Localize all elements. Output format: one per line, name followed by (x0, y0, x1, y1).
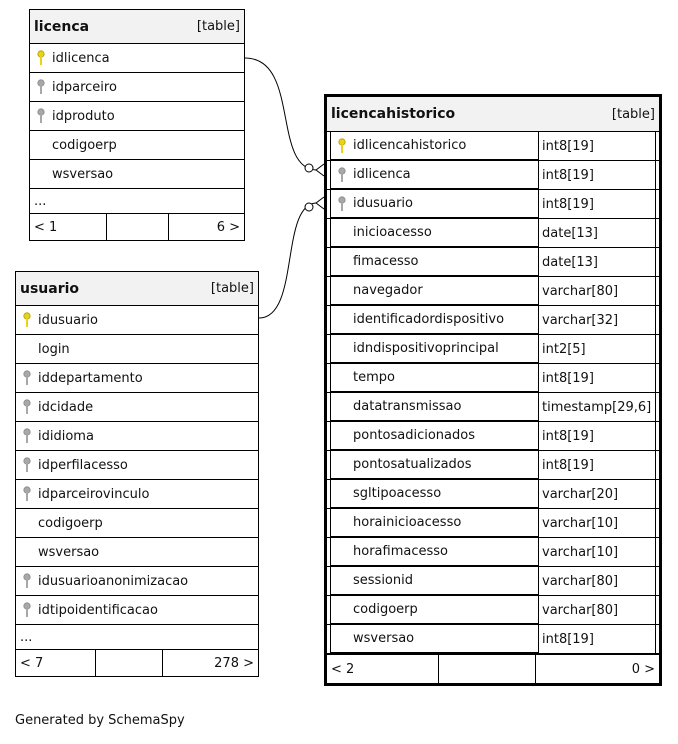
children-count[interactable]: 278 > (214, 655, 254, 671)
column-name-cell (16, 509, 258, 537)
column-row[interactable] (327, 538, 659, 567)
column-name-cell (330, 538, 538, 566)
column-name-cell (30, 160, 244, 188)
column-name: login (38, 341, 70, 357)
column-type: int8[19] (538, 190, 656, 218)
column-name: idproduto (52, 108, 115, 124)
table-header (16, 272, 258, 306)
table-footer (16, 650, 258, 676)
column-name: navegador (353, 283, 423, 298)
column-name-cell (16, 306, 258, 334)
column-name: sessionid (353, 573, 413, 588)
column-type: date[13] (538, 248, 656, 276)
column-name-cell (330, 161, 538, 189)
column-name-cell (16, 451, 258, 479)
column-name-cell (330, 393, 538, 421)
column-name: sgltipoacesso (353, 486, 442, 501)
table-name[interactable]: usuario (20, 280, 80, 297)
column-name: codigoerp (38, 515, 103, 531)
column-row[interactable] (16, 393, 258, 422)
column-row[interactable] (16, 596, 258, 625)
column-name-cell (16, 480, 258, 508)
table-header (327, 97, 659, 132)
column-name: idcidade (38, 399, 94, 415)
column-type: int8[19] (538, 625, 656, 653)
foreign-key-icon (16, 370, 38, 386)
column-row[interactable] (327, 364, 659, 393)
column-row[interactable] (16, 480, 258, 509)
column-row[interactable] (327, 219, 659, 248)
column-row[interactable] (30, 102, 244, 131)
column-name-cell (330, 625, 538, 653)
column-name: codigoerp (353, 602, 418, 617)
column-name-cell (330, 422, 538, 450)
table-licencahistorico[interactable] (324, 94, 662, 686)
column-row[interactable] (30, 44, 244, 73)
parents-count[interactable]: < 1 (30, 214, 107, 240)
column-row[interactable] (327, 393, 659, 422)
column-type: int8[19] (538, 132, 656, 160)
column-row[interactable] (16, 335, 258, 364)
column-type: varchar[80] (538, 277, 656, 305)
column-name-cell (330, 567, 538, 595)
column-name: wsversao (52, 166, 114, 182)
column-type: int2[5] (538, 335, 656, 363)
children-count[interactable]: 6 > (216, 219, 240, 235)
column-name-cell (16, 335, 258, 363)
column-name: idusuarioanonimizacao (38, 573, 189, 589)
column-name-cell (330, 190, 538, 218)
column-name: idtipoidentificacao (38, 602, 158, 618)
table-name[interactable]: licencahistorico (331, 106, 456, 122)
more-columns-ellipsis: ... (16, 625, 258, 650)
column-row[interactable] (327, 335, 659, 364)
column-row[interactable] (327, 248, 659, 277)
foreign-key-icon (30, 108, 52, 124)
column-name: fimacesso (353, 254, 419, 269)
more-columns-ellipsis: ... (30, 189, 244, 214)
edge-optional-marker (305, 203, 313, 211)
column-row[interactable] (16, 538, 258, 567)
column-name-cell (330, 509, 538, 537)
table-type-label: [table] (196, 19, 240, 34)
column-name-cell (30, 44, 244, 72)
column-name: datatransmissao (353, 399, 462, 414)
column-name-cell (330, 364, 538, 392)
column-type: varchar[10] (538, 509, 656, 537)
column-name: idparceirovinculo (38, 486, 150, 502)
column-name-cell (30, 102, 244, 130)
column-name-cell (330, 277, 538, 305)
column-name-cell (330, 248, 538, 276)
column-row[interactable] (30, 73, 244, 102)
column-row[interactable] (16, 451, 258, 480)
column-row[interactable] (327, 625, 659, 654)
column-name: inicioacesso (353, 225, 432, 240)
column-name: idparceiro (52, 79, 117, 95)
footer-spacer (439, 655, 536, 683)
foreign-key-icon (16, 428, 38, 444)
column-name: wsversao (353, 631, 415, 646)
column-row[interactable] (30, 160, 244, 189)
table-type-label: [table] (611, 106, 655, 122)
column-type: int8[19] (538, 364, 656, 392)
foreign-key-icon (16, 399, 38, 415)
column-type: varchar[32] (538, 306, 656, 334)
table-usuario[interactable] (15, 271, 259, 677)
column-name: idusuario (38, 312, 98, 328)
column-name-cell (330, 596, 538, 624)
foreign-key-icon (331, 167, 353, 183)
foreign-key-icon (16, 486, 38, 502)
column-name: idperfilacesso (38, 457, 128, 473)
column-row[interactable] (327, 277, 659, 306)
generated-by-credit: Generated by SchemaSpy (15, 713, 185, 728)
column-name: idlicenca (353, 167, 411, 182)
column-type: varchar[80] (538, 596, 656, 624)
column-type: int8[19] (538, 422, 656, 450)
column-name-cell (16, 422, 258, 450)
column-name-cell (30, 131, 244, 159)
column-name: tempo (353, 370, 395, 385)
column-name: idlicenca (52, 50, 110, 66)
column-row[interactable] (327, 132, 659, 161)
column-row[interactable] (327, 306, 659, 335)
column-row[interactable] (327, 422, 659, 451)
foreign-key-icon (16, 602, 38, 618)
column-type: varchar[80] (538, 567, 656, 595)
table-licenca[interactable] (29, 9, 245, 241)
column-row[interactable] (327, 480, 659, 509)
column-name: pontosadicionados (353, 428, 475, 443)
column-row[interactable] (327, 190, 659, 219)
primary-key-icon (30, 50, 52, 66)
edge-crowsfoot (316, 197, 324, 209)
column-row[interactable] (327, 567, 659, 596)
column-name: horainicioacesso (353, 515, 462, 530)
children-count[interactable]: 0 > (631, 661, 655, 677)
column-name: idusuario (353, 196, 413, 211)
table-name[interactable]: licenca (34, 18, 90, 35)
foreign-key-icon (16, 573, 38, 589)
column-type: timestamp[29,6] (538, 393, 656, 421)
column-row[interactable] (16, 509, 258, 538)
table-footer (327, 654, 659, 683)
column-name-cell (16, 596, 258, 624)
column-name-cell (330, 480, 538, 508)
column-name-cell (16, 393, 258, 421)
footer-spacer (107, 214, 169, 240)
foreign-key-icon (16, 457, 38, 473)
column-name-cell (16, 538, 258, 566)
table-footer (30, 214, 244, 240)
edge-usuario-to-licencahistorico (259, 203, 316, 318)
column-name: idlicencahistorico (353, 138, 467, 153)
column-name-cell (16, 567, 258, 595)
column-row[interactable] (327, 509, 659, 538)
primary-key-icon (331, 138, 353, 154)
column-name: ididioma (38, 428, 94, 444)
parents-count[interactable]: < 2 (327, 655, 439, 683)
column-name-cell (16, 364, 258, 392)
column-type: int8[19] (538, 161, 656, 189)
column-row[interactable] (30, 131, 244, 160)
foreign-key-icon (331, 196, 353, 212)
column-name: pontosatualizados (353, 457, 472, 472)
column-row[interactable] (16, 364, 258, 393)
column-name: horafimacesso (353, 544, 448, 559)
column-row[interactable] (327, 596, 659, 625)
column-name: iddepartamento (38, 370, 143, 386)
column-row[interactable] (327, 451, 659, 480)
column-name-cell (330, 451, 538, 479)
table-type-label: [table] (210, 281, 254, 296)
foreign-key-icon (30, 79, 52, 95)
edge-licenca-to-licencahistorico (245, 58, 316, 170)
edge-crowsfoot (316, 164, 324, 176)
column-name: idndispositivoprincipal (353, 341, 499, 356)
column-name: identificadordispositivo (353, 312, 505, 327)
column-name-cell (330, 219, 538, 247)
edge-optional-marker (305, 164, 313, 172)
footer-spacer (96, 650, 163, 676)
table-header (30, 10, 244, 44)
primary-key-icon (16, 312, 38, 328)
column-name-cell (330, 132, 538, 160)
column-name-cell (30, 73, 244, 101)
column-name-cell (330, 306, 538, 334)
column-name-cell (330, 335, 538, 363)
column-type: varchar[20] (538, 480, 656, 508)
column-row[interactable] (16, 306, 258, 335)
column-type: date[13] (538, 219, 656, 247)
column-name: wsversao (38, 544, 100, 560)
column-type: varchar[10] (538, 538, 656, 566)
column-row[interactable] (16, 422, 258, 451)
column-name: codigoerp (52, 137, 117, 153)
column-row[interactable] (327, 161, 659, 190)
parents-count[interactable]: < 7 (16, 650, 96, 676)
column-row[interactable] (16, 567, 258, 596)
column-type: int8[19] (538, 451, 656, 479)
